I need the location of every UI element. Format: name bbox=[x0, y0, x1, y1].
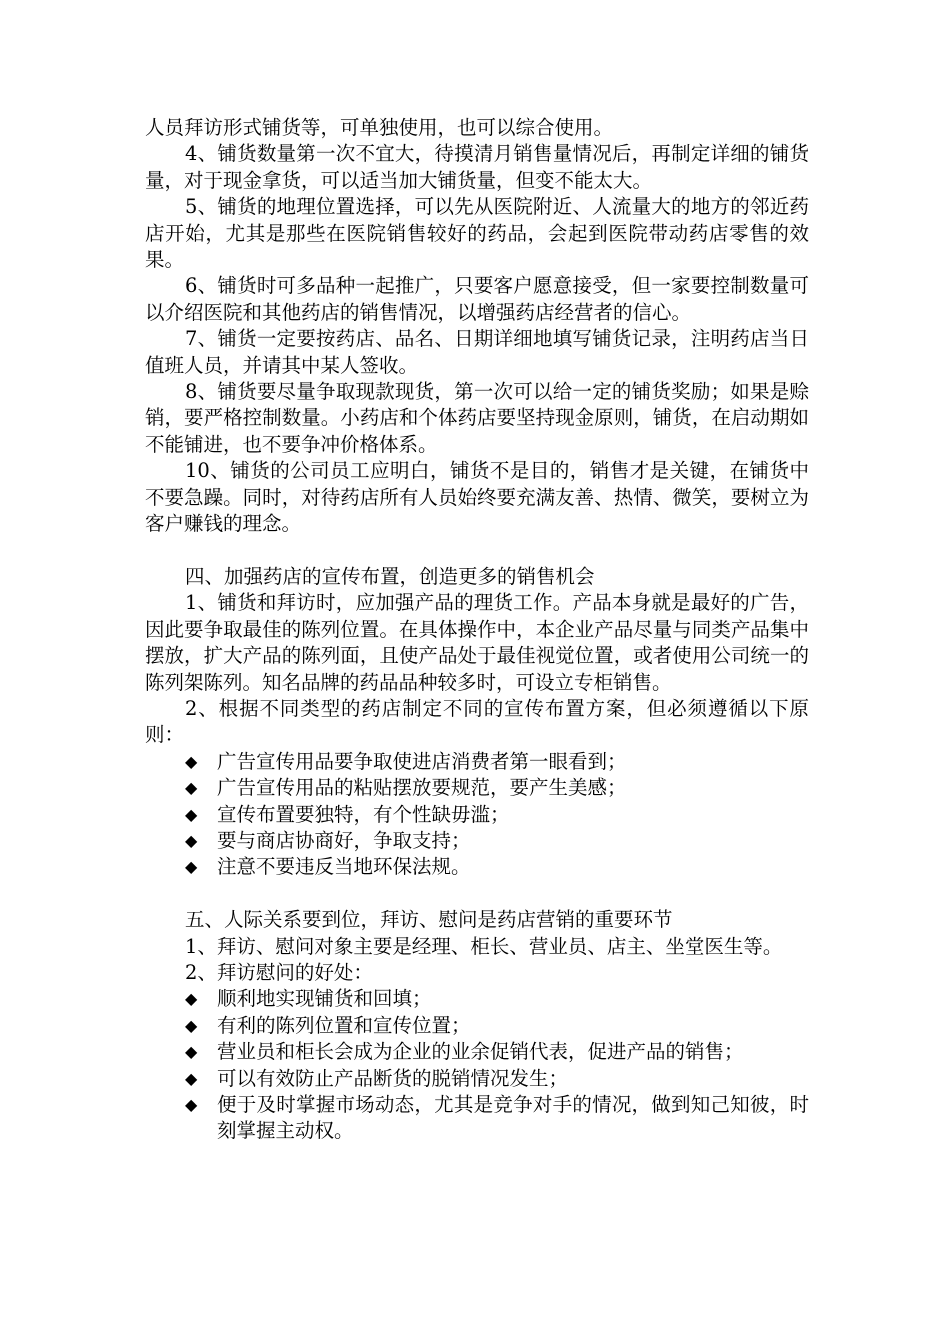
diamond-bullet-icon: ◆ bbox=[185, 989, 198, 1009]
list-item bbox=[145, 1066, 809, 1092]
paragraph: 人员拜访形式铺货等，可单独使用，也可以综合使用。 bbox=[145, 116, 614, 139]
list-item-text: 广告宣传用品的粘贴摆放要规范，要产生美感； bbox=[217, 776, 627, 800]
paragraph: 2、拜访慰问的好处： bbox=[185, 960, 373, 984]
diamond-bullet-icon: ◆ bbox=[185, 751, 198, 771]
diamond-bullet-icon: ◆ bbox=[185, 1015, 198, 1035]
list-item bbox=[145, 749, 809, 775]
paragraph: 6、铺货时可多品种一起推广，只要客户愿意接受，但一家要控制数量可以介绍医院和其他药店的销售情况，以增强药店经营者的信心。 bbox=[145, 274, 809, 324]
list-item-text: 可以有效防止产品断货的脱销情况发生； bbox=[217, 1066, 569, 1090]
diamond-bullet-icon: ◆ bbox=[185, 1068, 198, 1088]
paragraph: 1、铺货和拜访时，应加强产品的理货工作。产品本身就是最好的广告，因此要争取最佳的陈列位置。在具体操作中，本企业产品尽量与同类产品集中摆放，扩大产品的陈列面，且使产品处于最佳视觉位置，或者使用公司统一的陈列架陈列。知名品牌的药品品种较多时，可设立专柜销售。 bbox=[145, 591, 809, 694]
list-item-text: 广告宣传用品要争取使进店消费者第一眼看到； bbox=[217, 749, 627, 773]
diamond-bullet-icon: ◆ bbox=[185, 778, 198, 798]
list-item bbox=[145, 1013, 809, 1039]
diamond-bullet-icon: ◆ bbox=[185, 804, 198, 824]
list-item-text: 宣传布置要独特，有个性缺毋滥； bbox=[217, 802, 510, 826]
list-item bbox=[145, 986, 809, 1012]
list-item bbox=[145, 802, 809, 828]
list-item-text: 营业员和柜长会成为企业的业余促销代表，促进产品的销售； bbox=[217, 1040, 744, 1064]
blank-line bbox=[145, 881, 809, 907]
diamond-bullet-icon: ◆ bbox=[185, 1042, 198, 1062]
paragraph: 8、铺货要尽量争取现款现货，第一次可以给一定的铺货奖励；如果是赊销，要严格控制数量。小药店和个体药店要坚持现金原则，铺货，在启动期如不能铺进，也不要争冲价格体系。 bbox=[145, 380, 809, 456]
diamond-bullet-icon: ◆ bbox=[185, 830, 198, 850]
list-item bbox=[145, 1039, 809, 1065]
list-item-text: 顺利地实现铺货和回填； bbox=[217, 987, 432, 1011]
blank-line bbox=[145, 538, 809, 564]
list-item-text: 要与商店协商好，争取支持； bbox=[217, 828, 471, 852]
list-item-text: 注意不要违反当地环保法规。 bbox=[217, 855, 471, 879]
document-page bbox=[145, 115, 809, 1145]
paragraph: 5、铺货的地理位置选择，可以先从医院附近、人流量大的地方的邻近药店开始，尤其是那些在医院销售较好的药品，会起到医院带动药店零售的效果。 bbox=[145, 195, 809, 272]
list-item-text: 便于及时掌握市场动态，尤其是竞争对手的情况，做到知己知彼，时刻掌握主动权。 bbox=[217, 1093, 809, 1143]
list-item bbox=[145, 775, 809, 801]
list-item bbox=[145, 828, 809, 854]
diamond-bullet-icon: ◆ bbox=[185, 1095, 198, 1114]
list-item bbox=[145, 854, 809, 880]
section-heading: 五、人际关系要到位，拜访、慰问是药店营销的重要环节 bbox=[185, 908, 673, 932]
paragraph: 10、铺货的公司员工应明白，铺货不是目的，销售才是关键，在铺货中不要急躁。同时，对待药店所有人员始终要充满友善、热情、微笑，要树立为客户赚钱的理念。 bbox=[145, 459, 809, 536]
list-item-text: 有利的陈列位置和宣传位置； bbox=[217, 1013, 471, 1037]
bullet-list bbox=[145, 749, 809, 881]
paragraph: 2、根据不同类型的药店制定不同的宣传布置方案，但必须遵循以下原则： bbox=[145, 696, 809, 747]
section-heading: 四、加强药店的宣传布置，创造更多的销售机会 bbox=[185, 564, 595, 588]
diamond-bullet-icon: ◆ bbox=[185, 857, 198, 877]
paragraph: 7、铺货一定要按药店、品名、日期详细地填写铺货记录，注明药店当日值班人员，并请其中某人签收。 bbox=[145, 327, 809, 377]
bullet-list bbox=[145, 986, 809, 1144]
paragraph: 4、铺货数量第一次不宜大，待摸清月销售量情况后，再制定详细的铺货量，对于现金拿货，可以适当加大铺货量，但变不能太大。 bbox=[145, 142, 809, 192]
paragraph: 1、拜访、慰问对象主要是经理、柜长、营业员、店主、坐堂医生等。 bbox=[185, 934, 783, 958]
list-item bbox=[145, 1092, 809, 1145]
